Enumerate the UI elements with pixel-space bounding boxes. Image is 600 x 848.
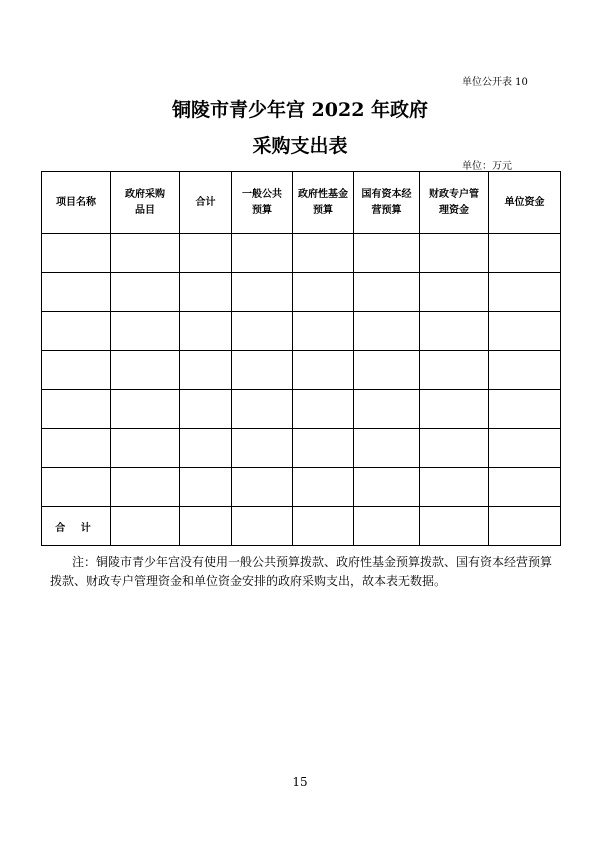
unit-label: 单位：万元 bbox=[462, 161, 512, 172]
page-number: 15 bbox=[292, 775, 308, 789]
column-header: 一般公共 预算 bbox=[232, 172, 293, 234]
table-row bbox=[42, 234, 561, 273]
total-row bbox=[42, 507, 561, 546]
table-row bbox=[42, 351, 561, 390]
page-subtitle: 采购支出表 bbox=[252, 135, 348, 157]
table-row bbox=[42, 468, 561, 507]
column-header: 政府采购 品目 bbox=[111, 172, 180, 234]
column-header: 项目名称 bbox=[42, 172, 111, 234]
table-row bbox=[42, 429, 561, 468]
page-title: 铜陵市青少年宫 2022 年政府 bbox=[171, 99, 429, 121]
header-row bbox=[42, 172, 561, 234]
form-code: 单位公开表 10 bbox=[462, 77, 528, 88]
footnote: 注：铜陵市青少年宫没有使用一般公共预算拨款、政府性基金预算拨款、国有资本经营预算拨款、财政专户管理资金和单位资金安排的政府采购支出，故本表无数据。 bbox=[50, 555, 553, 588]
column-header: 单位资金 bbox=[489, 172, 561, 234]
column-header: 国有资本经 营预算 bbox=[354, 172, 420, 234]
column-header: 政府性基金 预算 bbox=[293, 172, 354, 234]
table-row bbox=[42, 312, 561, 351]
table-row bbox=[42, 273, 561, 312]
procurement-table bbox=[41, 171, 561, 546]
total-label: 合 计 bbox=[42, 507, 111, 546]
column-header: 合计 bbox=[180, 172, 232, 234]
column-header: 财政专户管 理资金 bbox=[420, 172, 489, 234]
table-row bbox=[42, 390, 561, 429]
